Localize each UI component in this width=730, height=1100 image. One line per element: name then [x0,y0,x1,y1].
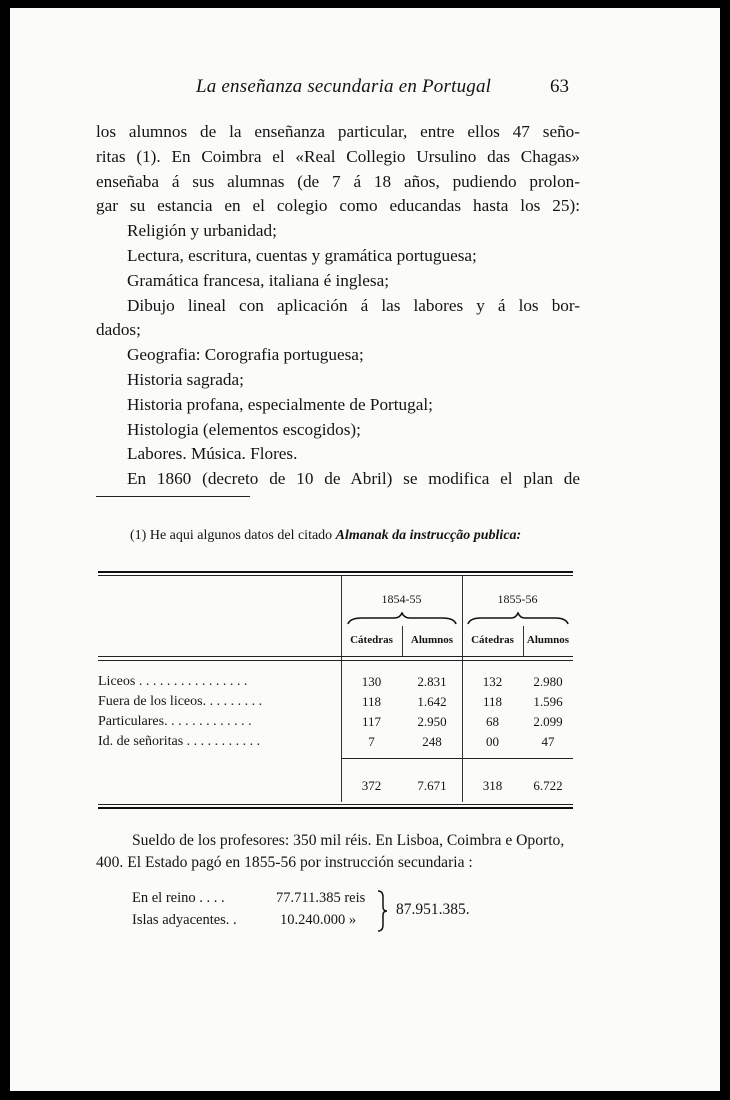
table-cell: 130 [361,674,382,689]
table-cell: 248 [422,734,442,749]
statistics-table [98,568,573,808]
totals-rule [341,758,573,759]
table-cell: 2.831 [417,674,447,689]
list-item: Histologia (elementos escogidos); [127,419,361,439]
body-line: ritas (1). En Coimbra el «Real Collegio Ursulino das Chagas» [96,146,580,166]
total-cell: 372 [361,778,382,793]
period-header: 1855-56 [497,592,538,606]
period-header: 1854-55 [381,592,422,606]
table-cell: 7 [368,734,375,749]
total-cell: 318 [482,778,503,793]
column-header: Alumnos [410,634,454,646]
expense-amount: 10.240.000 » [280,912,357,928]
table-cell: 1.596 [533,694,563,709]
list-item: Historia sagrada; [127,369,244,389]
table-cell: 2.950 [417,714,447,729]
table-cell: 2.099 [533,714,563,729]
expense-total: 87.951.385. [396,901,470,918]
list-item: Lectura, escritura, cuentas y gramática portuguesa; [127,245,477,265]
body-line: enseñaba á sus alumnas (de 7 á 18 años, pudiendo prolon- [96,171,580,191]
footnote-source: Almanak da instrucção publica: [335,528,522,543]
footnote [130,528,521,544]
salary-line: Sueldo de los profesores: 350 mil réis. En Lisboa, Coimbra e Oporto, [132,832,565,849]
expense-label: En el reino . . . . [132,890,225,906]
table-top-rule-thin [98,575,573,576]
list-item: Labores. Música. Flores. [127,444,298,464]
body-line: los alumnos de la enseñanza particular, entre ellos 47 seño- [96,122,580,141]
list-item: dados; [96,320,141,340]
list-item: Religión y urbanidad; [127,221,277,241]
brace-icon [466,612,570,626]
main-paragraph [96,120,580,492]
footnote-text: He aqui algunos datos del citado [149,528,333,543]
table-cell: 00 [486,734,499,749]
table-cell: 68 [486,714,499,729]
table-bottom-rule [98,807,573,809]
table-row-label: Liceos . . . . . . . . . . . . . . . . [98,674,248,689]
list-item: Geografia: Corografia portuguesa; [127,345,364,365]
table-cell: 118 [482,694,503,709]
running-title: La enseñanza secundaria en Portugal [196,76,492,97]
list-item: Historia profana, especialmente de Portugal; [127,394,433,414]
list-item: Dibujo lineal con aplicación á las labores y á los bor- [127,295,580,315]
header-rule [98,660,573,661]
table-cell: 47 [541,734,555,749]
page [10,8,720,1091]
column-header: Cátedras [350,634,393,646]
column-header: Alumnos [526,634,570,646]
header-rule [98,656,573,657]
page-number: 63 [550,76,569,97]
table-cell: 132 [482,674,503,689]
total-cell: 7.671 [417,778,447,793]
table-bottom-rule-thin [98,804,573,805]
table-cell: 118 [361,694,382,709]
column-header: Cátedras [471,634,514,646]
list-item: Gramática francesa, italiana é inglesa; [127,270,389,290]
table-row-label: Particulares. . . . . . . . . . . . . [98,714,252,729]
table-top-rule [98,571,573,573]
table-cell: 1.642 [417,694,447,709]
salary-line: 400. El Estado pagó en 1855-56 por instrucción secundaria : [96,854,473,871]
table-cell: 2.980 [533,674,563,689]
brace-icon [346,612,458,626]
expense-amount: 77.711.385 reis [276,890,366,906]
footnote-rule [96,496,250,497]
table-row-label: Id. de señoritas . . . . . . . . . . . [98,734,261,749]
salary-paragraph [96,830,580,874]
body-line: gar su estancia en el colegio como educandas hasta los 25): [96,196,580,216]
table-cell: 117 [361,714,382,729]
list-item: En 1860 (decreto de 10 de Abril) se modifica el plan de [127,469,580,489]
table-row-label: Fuera de los liceos. . . . . . . . . [98,694,263,709]
footnote-marker: (1) [130,528,147,543]
brace-icon [376,889,390,933]
expense-label: Islas adyacentes. . [132,912,237,928]
total-cell: 6.722 [533,778,563,793]
